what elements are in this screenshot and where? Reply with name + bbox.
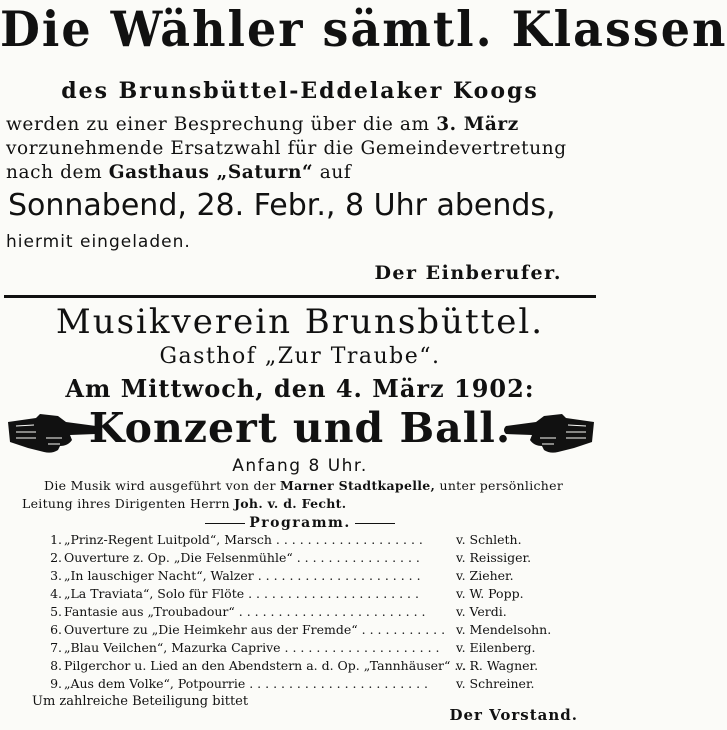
notice1-line1 bbox=[6, 114, 519, 135]
programm-item-number: 8. bbox=[50, 658, 62, 673]
programm-item-number: 2. bbox=[50, 550, 62, 565]
programm-item-number: 9. bbox=[50, 676, 62, 691]
notice2-venue: Gasthof „Zur Traube“. bbox=[159, 344, 441, 369]
notice2-info-text1: Die Musik wird ausgeführt von der bbox=[44, 478, 281, 493]
programm-item-composer: v. W. Popp. bbox=[456, 586, 524, 601]
notice2-start-time: Anfang 8 Uhr. bbox=[232, 456, 368, 476]
programm-item-number: 7. bbox=[50, 640, 62, 655]
programm-item-composer: v. Schleth. bbox=[456, 532, 522, 547]
notice2-date: Am Mittwoch, den 4. März 1902: bbox=[65, 374, 535, 403]
programm-item-number: 3. bbox=[50, 568, 62, 583]
programm-item-composer: v. Schreiner. bbox=[456, 676, 535, 691]
notice1-line1-text: werden zu einer Besprechung über die am bbox=[6, 114, 437, 135]
section-divider bbox=[4, 295, 596, 298]
notice2-info-line2 bbox=[22, 496, 346, 511]
notice1-line2: vorzunehmende Ersatzwahl für die Gemeindevertretung bbox=[6, 138, 567, 159]
notice2-info-line1 bbox=[44, 478, 563, 493]
programm-item-title: „Prinz-Regent Luitpold“, Marsch . . . . . . . . . . . . . . . . . . . bbox=[64, 532, 423, 547]
programm-item-title: Pilgerchor u. Lied an den Abendstern a. d. Op. „Tannhäuser“ . . . bbox=[64, 658, 475, 673]
programm-item bbox=[0, 604, 600, 622]
programm-label: Programm. bbox=[249, 515, 351, 531]
programm-item-title: Ouverture z. Op. „Die Felsenmühle“ . . . . . . . . . . . . . . . . bbox=[64, 550, 420, 565]
notice1-line1-date: 3. März bbox=[436, 114, 519, 135]
programm-item-title: Ouverture zu „Die Heimkehr aus der Fremde“ . . . . . . . . . . . bbox=[64, 622, 446, 637]
programm-item bbox=[0, 676, 600, 694]
programm-item-composer: v. Zieher. bbox=[456, 568, 514, 583]
programm-item-number: 1. bbox=[50, 532, 62, 547]
notice2-conductor: Joh. v. d. Fecht. bbox=[234, 496, 347, 511]
programm-item-composer: v. Mendelsohn. bbox=[456, 622, 552, 637]
notice2-info-text2: unter persönlicher bbox=[435, 478, 564, 493]
programm-item-title: „La Traviata“, Solo für Flöte . . . . . . . . . . . . . . . . . . . . . . bbox=[64, 586, 419, 601]
notice1-signature: Der Einberufer. bbox=[374, 262, 562, 284]
notice1-venue: Gasthaus „Saturn“ bbox=[108, 162, 314, 183]
programm-item-title: „In lauschiger Nacht“, Walzer . . . . . . . . . . . . . . . . . . . . . bbox=[64, 568, 421, 583]
notice2-orchestra: Marner Stadtkapelle, bbox=[280, 478, 436, 493]
programm-item bbox=[0, 640, 600, 658]
programm-item-composer: v. Reissiger. bbox=[456, 550, 532, 565]
programm-item bbox=[0, 658, 600, 676]
programm-item-composer: v. Eilenberg. bbox=[456, 640, 536, 655]
programm-item bbox=[0, 622, 600, 640]
programm-item bbox=[0, 568, 600, 586]
notice2-closing: Um zahlreiche Beteiligung bittet bbox=[32, 694, 249, 709]
notice2-title: Musikverein Brunsbüttel. bbox=[55, 302, 545, 342]
notice1-line3-end: auf bbox=[313, 162, 352, 183]
divider-left bbox=[205, 523, 245, 524]
notice2-signature: Der Vorstand. bbox=[449, 706, 578, 724]
programm-item bbox=[0, 586, 600, 604]
programm-item bbox=[0, 550, 600, 568]
programm-item-title: „Aus dem Volke“, Potpourrie . . . . . . . . . . . . . . . . . . . . . . . bbox=[64, 676, 429, 691]
programm-item-title: Fantasie aus „Troubadour“ . . . . . . . . . . . . . . . . . . . . . . . . bbox=[64, 604, 426, 619]
notice1-line3-text: nach dem bbox=[6, 162, 109, 183]
programm-item-composer: v. R. Wagner. bbox=[456, 658, 539, 673]
notice1-date-line: Sonnabend, 28. Febr., 8 Uhr abends, bbox=[8, 188, 556, 223]
notice1-invite: hiermit eingeladen. bbox=[6, 232, 191, 252]
programm-item bbox=[0, 532, 600, 550]
programm-item-composer: v. Verdi. bbox=[456, 604, 507, 619]
notice2-info-text3: Leitung ihres Dirigenten Herrn bbox=[22, 496, 235, 511]
programm-heading bbox=[0, 515, 600, 531]
programm-item-number: 6. bbox=[50, 622, 62, 637]
programm-item-title: „Blau Veilchen“, Mazurka Caprive . . . . . . . . . . . . . . . . . . . . bbox=[64, 640, 440, 655]
notice1-line3 bbox=[6, 162, 351, 183]
notice1-headline: Die Wähler sämtl. Klassen bbox=[0, 0, 727, 58]
notice1-subheadline: des Brunsbüttel-Eddelaker Koogs bbox=[61, 78, 539, 104]
programm-item-number: 5. bbox=[50, 604, 62, 619]
divider-right bbox=[355, 523, 395, 524]
programm-item-number: 4. bbox=[50, 586, 62, 601]
notice2-event: Konzert und Ball. bbox=[88, 404, 512, 452]
